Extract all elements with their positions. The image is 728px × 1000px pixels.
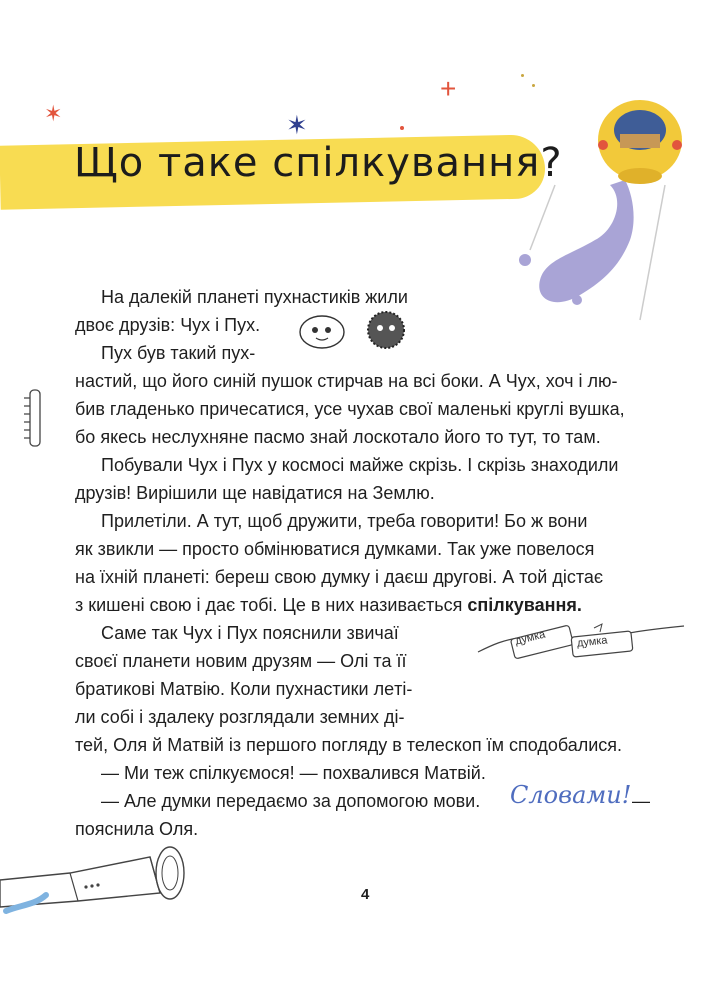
dot-icon	[532, 84, 535, 87]
paragraph-line: двоє друзів: Чух і Пух.	[75, 315, 261, 335]
page-number: 4	[361, 886, 370, 903]
paragraph-line: Пух був такий пух-	[101, 343, 256, 363]
paragraph-line: —	[632, 791, 650, 811]
thought-label: думка	[514, 628, 547, 648]
paragraph-line: друзів! Вирішили ще навідатися на Землю.	[75, 483, 435, 503]
paragraph-line: — Ми теж спілкуємося! — похвалився Матвій.	[101, 763, 486, 783]
star-icon: ✶	[44, 101, 63, 126]
paragraph-line: На далекій планеті пухнастиків жили	[101, 287, 408, 307]
paragraph-line: бо якесь неслухняне пасмо знай лоскотало його то тут, то там.	[75, 427, 601, 447]
paragraph-line: бив гладенько причесатися, усе чухав свої маленькі круглі вушка,	[75, 399, 625, 419]
telescope-illustration	[0, 835, 200, 925]
paragraph-line: — Але думки передаємо за допомогою мови.	[101, 791, 481, 811]
spaceship-illustration	[515, 90, 715, 340]
comb-icon	[20, 388, 50, 448]
paragraph-line: на їхній планеті: береш свою думку і даєш другові. А той дістає	[75, 567, 604, 587]
keyword-term: спілкування.	[467, 595, 582, 615]
paragraph-line: настий, що його синій пушок стирчав на всі боки. А Чух, хоч і лю-	[75, 371, 618, 391]
paragraph-line: пояснила Оля.	[75, 819, 199, 839]
paragraph-line: ли собі і здалеку розглядали земних ді-	[75, 707, 405, 727]
dot-icon	[400, 126, 404, 130]
paragraph-line: Прилетіли. А тут, щоб дружити, треба говорити! Бо ж вони	[101, 511, 588, 531]
paragraph-line: братикові Матвію. Коли пухнастики лeті-	[75, 679, 413, 699]
star-icon: ✶	[286, 110, 308, 140]
handwritten-word: Словами!	[510, 781, 632, 809]
thought-label: думка	[576, 634, 609, 650]
paragraph-text: з кишені свою і дає тобі. Це в них називається	[75, 595, 463, 615]
sparkle-icon: +	[440, 73, 457, 104]
paragraph-line: тей, Оля й Матвій із першого погляду в телескоп їм сподобалися.	[75, 735, 623, 755]
paragraph-line: Саме так Чух і Пух пояснили звичаї	[101, 623, 399, 643]
characters-illustration	[298, 306, 418, 354]
dot-icon	[521, 74, 524, 77]
paragraph-line: Побували Чух і Пух у космосі майже скрізь. І скрізь знаходили	[101, 455, 619, 475]
paragraph-line: як звикли — просто обмінюватися думками. Так уже повелося	[75, 539, 595, 559]
paragraph-line: своєї планети новим друзям — Олі та її	[75, 651, 407, 671]
page-title: Що таке спілкування?	[74, 140, 563, 186]
